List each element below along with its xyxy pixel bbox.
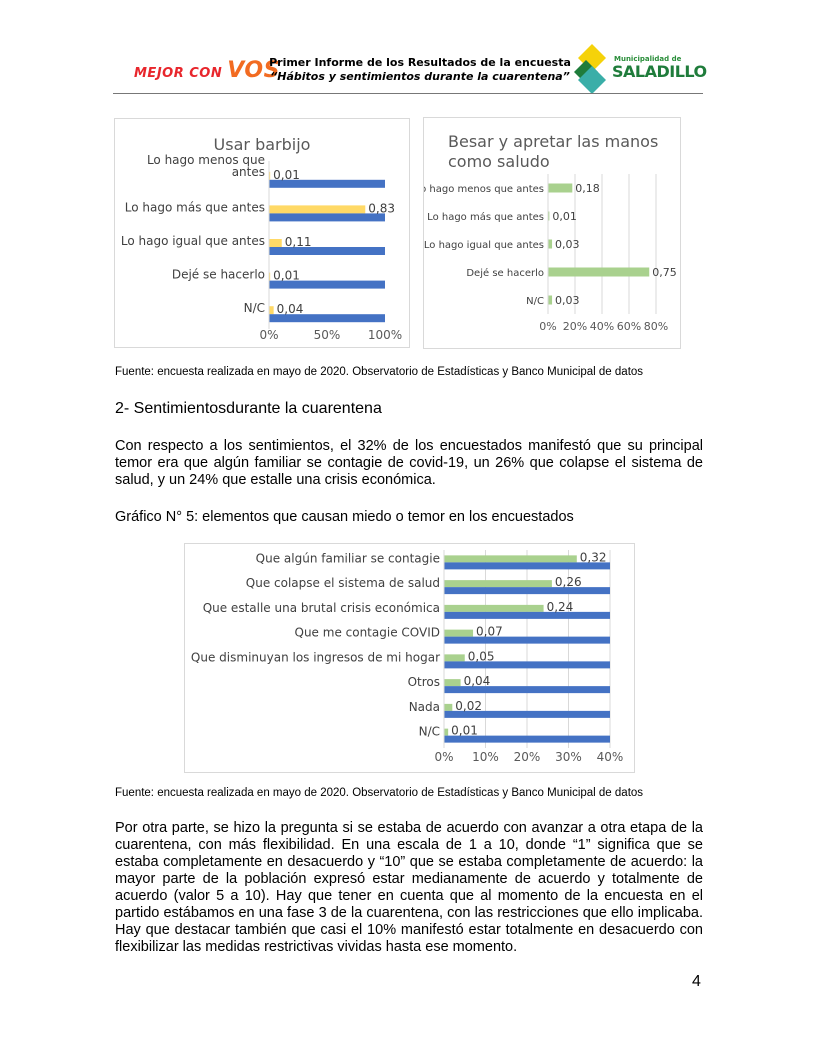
data-label: 0,04 — [463, 674, 491, 689]
category-label: N/C — [418, 724, 440, 739]
bar — [444, 587, 610, 594]
tick-label: 0% — [434, 750, 454, 764]
data-label: 0,26 — [554, 575, 582, 590]
bar — [444, 555, 577, 562]
tick-label: 10% — [472, 750, 499, 764]
chart-besar-apretar-manos — [423, 117, 681, 349]
bar — [444, 637, 610, 644]
tick-label: 60% — [616, 320, 642, 333]
paragraph-flexibilizacion: Por otra parte, se hizo la pregunta si se estaba de acuerdo con avanzar a otra etapa de la cuarentena, con más flexibilidad. En una escala de 1 a 10, donde “1” significa que se estaba completamente en desacuerdo y “10” que se estaba completamente de acuerdo: la mayor parte de la población expresó estar medianamente de acuerdo y totalmente de acuerdo (valor 5 a 10). Hay que tener en cuenta que al momento de la encuesta en el partido estábamos en una fase 3 de la cuarentena, con las restricciones que ello implicaba. Hay que destacar también que casi el 10% manifestó estar totalmente en desacuerdo con flexibilizar las medidas restrictivas vividas hasta ese momento. — [115, 820, 703, 955]
tick-label: 40% — [596, 750, 624, 764]
category-label: Nada — [408, 699, 440, 714]
header-title — [240, 56, 600, 84]
bar — [548, 184, 572, 193]
chart-title: como saludo — [448, 152, 550, 171]
chart-temores-svg — [185, 544, 634, 772]
data-label: 0,24 — [546, 599, 574, 614]
tick-label: 20% — [562, 320, 588, 333]
data-label: 0,01 — [552, 210, 577, 223]
bar — [444, 612, 610, 619]
chart-title: Besar y apretar las manos — [448, 132, 659, 151]
saladillo-emblem-icon — [574, 42, 614, 94]
category-label: Que colapse el sistema de salud — [245, 576, 440, 591]
bar — [444, 605, 544, 612]
data-label: 0,83 — [368, 201, 395, 216]
data-label: 0,03 — [555, 238, 580, 251]
data-label: 0,02 — [455, 698, 483, 713]
category-label: Dejé se hacerlo — [171, 267, 265, 282]
tick-label: 30% — [555, 750, 582, 764]
bar — [444, 729, 448, 736]
header-title-line1: Primer Informe de los Resultados de la encuesta — [269, 56, 571, 69]
data-label: 0,03 — [555, 294, 580, 307]
bar — [444, 679, 461, 686]
bar — [269, 205, 365, 213]
category-label: antes — [231, 164, 265, 179]
section-heading: 2- Sentimientosdurante la cuarentena — [115, 400, 382, 417]
tick-label: 50% — [313, 328, 341, 342]
category-label: Que me contagie COVID — [294, 625, 440, 640]
bar — [444, 654, 465, 661]
chart-usar-barbijo — [114, 118, 410, 348]
page-number: 4 — [692, 973, 701, 990]
bar — [269, 239, 282, 247]
category-label: Que algún familiar se contagie — [255, 551, 440, 566]
category-label: Lo hago menos que — [146, 152, 265, 167]
data-label: 0,18 — [575, 182, 600, 195]
category-label: Dejé se hacerlo — [466, 268, 544, 279]
bar — [548, 296, 552, 305]
category-label: Que estalle una brutal crisis económica — [202, 600, 440, 615]
bar — [548, 268, 649, 277]
tick-label: 20% — [513, 750, 541, 764]
category-label: N/C — [243, 301, 265, 316]
data-label: 0,75 — [652, 266, 677, 279]
logo-municipalidad-saladillo — [574, 42, 707, 94]
bar — [444, 630, 473, 637]
chart-besar-apretar-manos-svg — [424, 118, 680, 348]
bar — [444, 580, 552, 587]
tick-label: 40% — [589, 320, 615, 333]
data-label: 0,04 — [276, 302, 304, 317]
category-label: N/C — [526, 296, 544, 307]
figure-caption: Gráfico N° 5: elementos que causan miedo o temor en los encuestados — [115, 509, 574, 525]
category-label: Lo hago igual que antes — [120, 234, 265, 248]
paragraph-sentimientos: Con respecto a los sentimientos, el 32% de los encuestados manifestó que su principal temor era que algún familiar se contagie de covid-19, un 26% que colapse el sistema de salud, y un 24% que estalle una crisis económica. — [115, 438, 703, 488]
data-label: 0,11 — [284, 235, 312, 249]
tick-label: 0% — [539, 320, 557, 333]
data-label: 0,07 — [476, 624, 503, 639]
bar — [444, 704, 452, 711]
logo-right-name: SALADILLO — [612, 62, 707, 81]
logo-left-small: MEJOR CON — [134, 66, 223, 81]
bar — [269, 306, 274, 314]
category-label: Lo hago más que antes — [427, 212, 544, 223]
data-label: 0,01 — [273, 167, 300, 182]
data-label: 0,05 — [467, 649, 495, 664]
data-label: 0,01 — [451, 723, 478, 738]
chart-usar-barbijo-svg — [115, 119, 409, 347]
chart-temores — [184, 543, 635, 773]
data-label: 0,01 — [273, 268, 300, 283]
source-note-2: Fuente: encuesta realizada en mayo de 2020. Observatorio de Estadísticas y Banco Municipal de datos — [115, 787, 644, 799]
bar — [548, 240, 552, 249]
tick-label: 0% — [259, 328, 279, 342]
logo-right-small: Municipalidad de — [614, 55, 682, 63]
header-title-line2: “Hábitos y sentimientos durante la cuarentena” — [270, 70, 570, 83]
category-label: Lo hago menos que antes — [424, 184, 544, 195]
category-label: Que disminuyan los ingresos de mi hogar — [190, 650, 440, 665]
chart-title: Usar barbijo — [213, 135, 311, 154]
category-label: Lo hago más que antes — [124, 200, 265, 215]
header-divider — [113, 93, 703, 94]
data-label: 0,32 — [579, 550, 607, 565]
tick-label: 80% — [643, 320, 669, 333]
tick-label: 100% — [367, 328, 403, 342]
category-label: Lo hago igual que antes — [424, 240, 544, 251]
logo-left-big: VOS — [227, 58, 280, 83]
source-note-1: Fuente: encuesta realizada en mayo de 2020. Observatorio de Estadísticas y Banco Municipal de datos — [115, 366, 644, 378]
category-label: Otros — [407, 675, 440, 690]
